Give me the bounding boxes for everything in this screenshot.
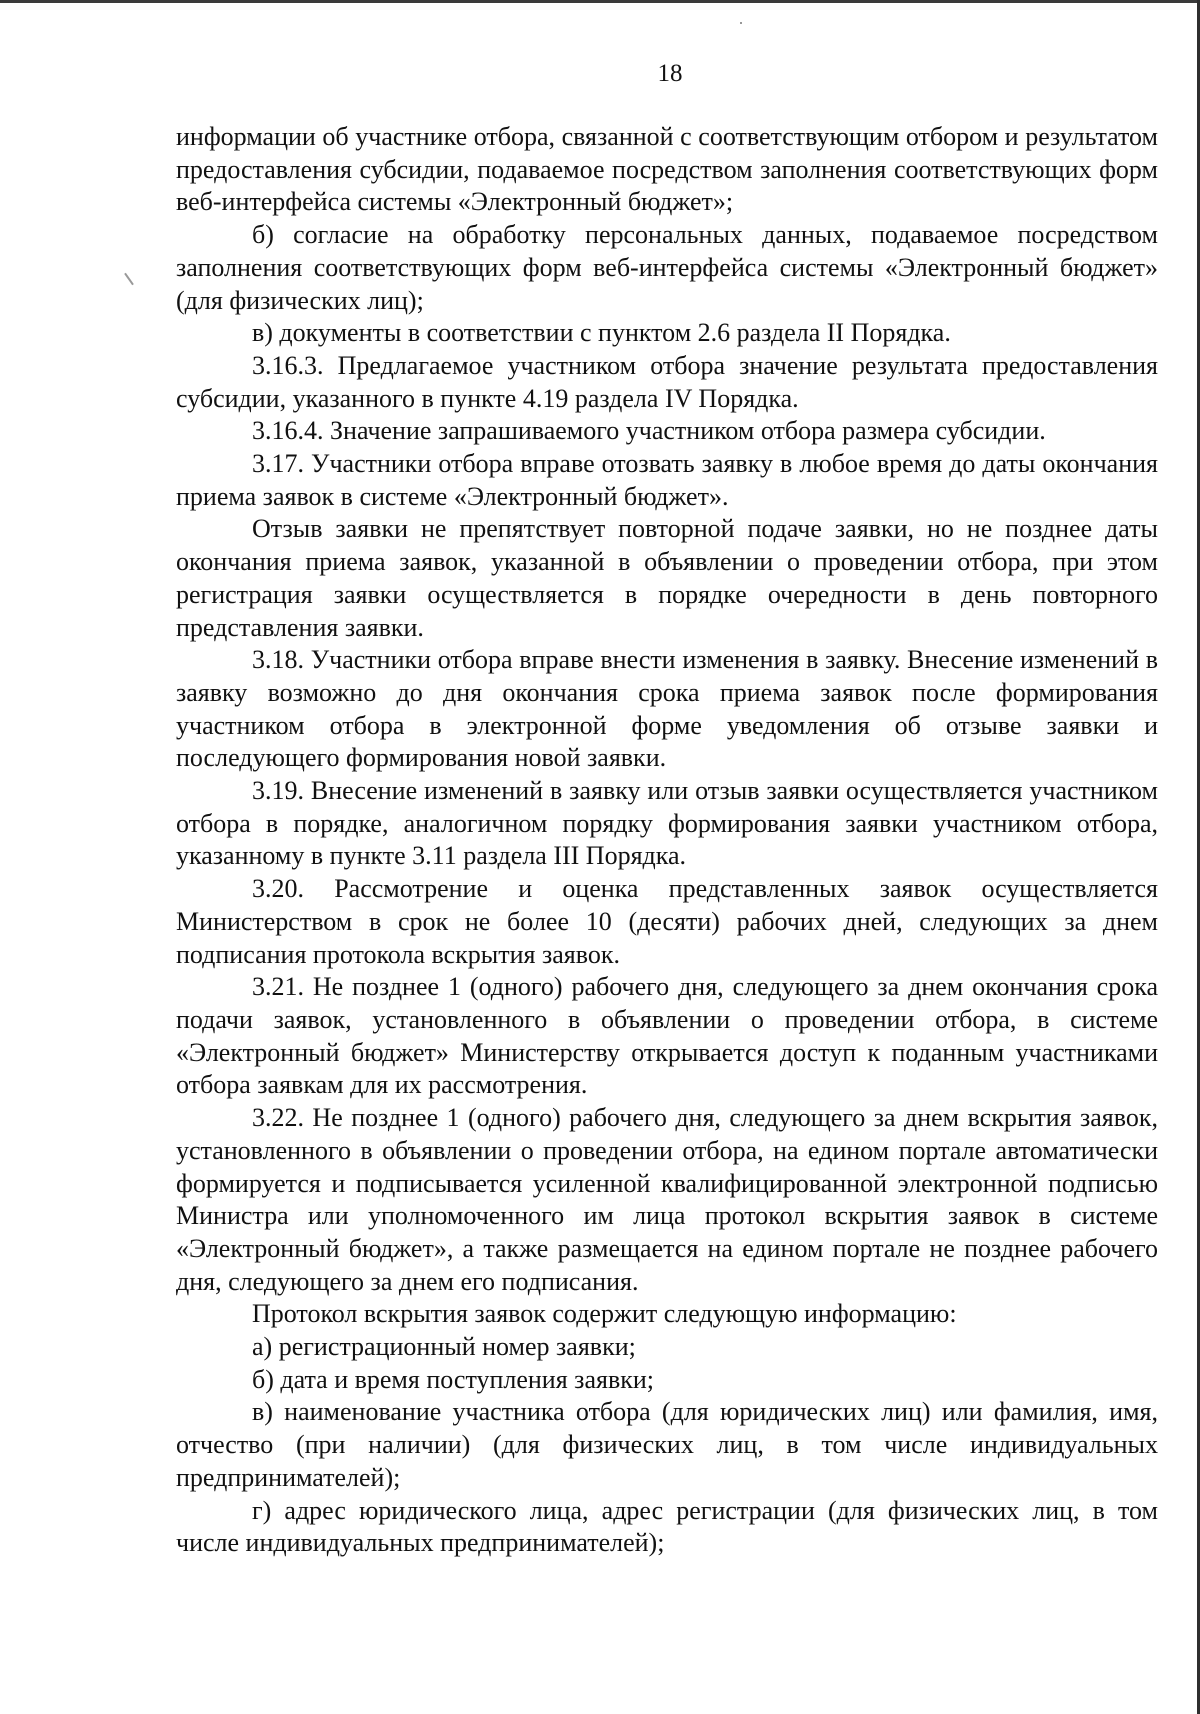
paragraph: 3.18. Участники отбора вправе внести изменения в заявку. Внесение изменений в заявку возможно до дня окончания срока приема заявок после формирования участником отбора в электронной форме уведомления об отзыве заявки и последующего формирования новой заявки. bbox=[176, 645, 1158, 773]
paragraph: 3.19. Внесение изменений в заявку или отзыв заявки осуществляется участником отбора в порядке, аналогичном порядку формирования заявки участником отбора, указанному в пункте 3.11 раздела III Порядка. bbox=[176, 776, 1158, 871]
paragraph: в) документы в соответствии с пунктом 2.6 раздела II Порядка. bbox=[252, 318, 951, 348]
list-item: б) дата и время поступления заявки; bbox=[252, 1364, 654, 1394]
paragraph: 3.22. Не позднее 1 (одного) рабочего дня, следующего за днем вскрытия заявок, установленного в объявлении о проведении отбора, на едином портале автоматически формируется и подписывается усиленной квалифицированной электронной подписью Министра или уполномоченного им лица протокол вскрытия заявок в системе «Электронный бюджет», а также размещается на едином портале не позднее рабочего дня, следующего за днем его подписания. bbox=[176, 1103, 1158, 1296]
paragraph: 3.21. Не позднее 1 (одного) рабочего дня, следующего за днем окончания срока подачи заявок, установленного в объявлении о проведении отбора, в системе «Электронный бюджет» Министерству открывается доступ к поданным участниками отбора заявкам для их рассмотрения. bbox=[176, 972, 1158, 1100]
paragraph: информации об участнике отбора, связанной с соответствующим отбором и результатом предоставления субсидии, подаваемое посредством заполнения соответствующих форм веб-интерфейса системы «Электронный бюджет»; bbox=[176, 122, 1158, 217]
paragraph: 3.16.3. Предлагаемое участником отбора значение результата предоставления субсидии, указанного в пункте 4.19 раздела IV Порядка. bbox=[176, 350, 1158, 413]
list-item: г) адрес юридического лица, адрес регистрации (для физических лиц, в том числе индивидуальных предпринимателей); bbox=[176, 1495, 1158, 1558]
document-body bbox=[176, 121, 1158, 1560]
paragraph: Отзыв заявки не препятствует повторной подаче заявки, но не позднее даты окончания приема заявок, указанной в объявлении о проведении отбора, при этом регистрация заявки осуществляется в порядке очередности в день повторного представления заявки. bbox=[176, 514, 1158, 642]
paragraph: Протокол вскрытия заявок содержит следующую информацию: bbox=[252, 1299, 957, 1329]
page-edge-top bbox=[0, 0, 1200, 3]
paragraph: 3.16.4. Значение запрашиваемого участником отбора размера субсидии. bbox=[252, 416, 1046, 446]
scan-artifact-dot bbox=[740, 22, 742, 24]
list-item: в) наименование участника отбора (для юридических лиц) или фамилия, имя, отчество (при наличии) (для физических лиц, в том числе индивидуальных предпринимателей); bbox=[176, 1397, 1158, 1492]
scan-artifact-mark bbox=[124, 273, 134, 286]
paragraph: 3.17. Участники отбора вправе отозвать заявку в любое время до даты окончания приема заявок в системе «Электронный бюджет». bbox=[176, 449, 1158, 511]
page-number: 18 bbox=[657, 60, 683, 87]
paragraph: б) согласие на обработку персональных данных, подаваемое посредством заполнения соответствующих форм веб-интерфейса системы «Электронный бюджет» (для физических лиц); bbox=[176, 220, 1158, 315]
list-item: а) регистрационный номер заявки; bbox=[252, 1332, 636, 1362]
paragraph: 3.20. Рассмотрение и оценка представленных заявок осуществляется Министерством в срок не более 10 (десяти) рабочих дней, следующих за днем подписания протокола вскрытия заявок. bbox=[176, 874, 1158, 969]
